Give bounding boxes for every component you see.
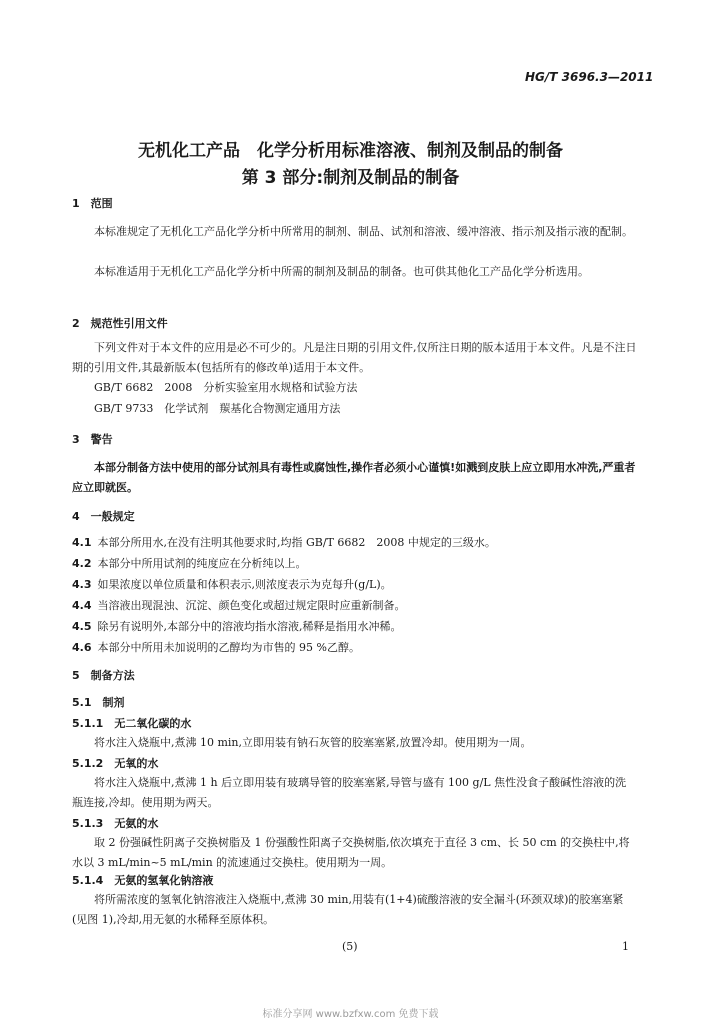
item-text: 当溶液出现混浊、沉淀、颜色变化或超过规定限时应重新制备。 bbox=[97, 599, 406, 612]
item-5-1-3-heading: 5.1.3 无氨的水 bbox=[72, 817, 159, 830]
item-number: 4.6 bbox=[72, 641, 92, 654]
section-5-heading: 5 制备方法 bbox=[72, 669, 135, 682]
item-text: 本部分中所用未加说明的乙醇均为市售的 95 %乙醇。 bbox=[97, 641, 360, 654]
warning-paragraph: 本部分制备方法中使用的部分试剂具有毒性或腐蚀性,操作者必须小心谨慎!如溅到皮肤上应立即用水冲洗,严重者应立即就医。 bbox=[72, 461, 636, 494]
item-text: 本部分所用水,在没有注明其他要求时,均指 GB/T 6682 2008 中规定的三级水。 bbox=[97, 536, 496, 549]
watermark-text: 标准分享网 www.bzfxw.com 免费下载 bbox=[262, 1009, 439, 1020]
subsection-5-1-heading: 5.1 制剂 bbox=[72, 696, 125, 709]
item-number: 4.5 bbox=[72, 620, 92, 633]
section-2-heading: 2 规范性引用文件 bbox=[72, 317, 168, 330]
section-1-paragraph-2: 本标准适用于无机化工产品化学分析中所需的制剂及制品的制备。也可供其他化工产品化学分析选用。 bbox=[94, 265, 589, 278]
item-5-1-4-heading: 5.1.4 无氨的氢氧化钠溶液 bbox=[72, 874, 214, 887]
item-5-1-2-heading: 5.1.2 无氧的水 bbox=[72, 757, 159, 770]
item-text: 本部分中所用试剂的纯度应在分析纯以上。 bbox=[97, 557, 307, 570]
item-5-1-1-heading: 5.1.1 无二氧化碳的水 bbox=[72, 717, 192, 730]
page-number-center: (5) bbox=[342, 940, 358, 953]
standard-code: HG/T 3696.3—2011 bbox=[525, 70, 654, 84]
item-5-1-4-text: 将所需浓度的氢氧化钠溶液注入烧瓶中,煮沸 30 min,用装有(1+4)硫酸溶液的安全漏斗(环颈双球)的胶塞塞紧(见图 1),冷却,用无氨的水稀释至原体积。 bbox=[72, 893, 624, 926]
item-5-1-2-text: 将水注入烧瓶中,煮沸 1 h 后立即用装有玻璃导管的胶塞塞紧,导管与盛有 100 g/L 焦性没食子酸碱性溶液的洗瓶连接,冷却。使用期为两天。 bbox=[72, 776, 627, 809]
reference-gb-t-9733: GB/T 9733 化学试剂 羰基化合物测定通用方法 bbox=[94, 402, 341, 415]
list-item-4-2 bbox=[72, 555, 307, 573]
item-text: 除另有说明外,本部分中的溶液均指水溶液,稀释是指用水冲稀。 bbox=[97, 620, 402, 633]
item-number: 4.2 bbox=[72, 557, 92, 570]
item-5-1-1-text: 将水注入烧瓶中,煮沸 10 min,立即用装有钠石灰管的胶塞塞紧,放置冷却。使用期为一周。 bbox=[94, 736, 532, 749]
list-item-4-4 bbox=[72, 597, 406, 615]
document-title-line1: 无机化工产品 化学分析用标准溶液、制剂及制品的制备 bbox=[138, 141, 563, 161]
item-text: 如果浓度以单位质量和体积表示,则浓度表示为克每升(g/L)。 bbox=[97, 578, 392, 591]
section-1-heading: 1 范围 bbox=[72, 197, 113, 210]
item-5-1-3-text: 取 2 份强碱性阴离子交换树脂及 1 份强酸性阳离子交换树脂,依次填充于直径 3 cm、长 50 cm 的交换柱中,将水以 3 mL/min~5 mL/min 的流速通过交换柱。使用期为一周。 bbox=[72, 836, 630, 869]
document-title-line2: 第 3 部分:制剂及制品的制备 bbox=[241, 168, 460, 188]
page-number-right: 1 bbox=[622, 940, 629, 953]
section-4-heading: 4 一般规定 bbox=[72, 510, 135, 523]
section-1-paragraph-1: 本标准规定了无机化工产品化学分析中所常用的制剂、制品、试剂和溶液、缓冲溶液、指示剂及指示液的配制。 bbox=[94, 225, 633, 238]
list-item-4-1 bbox=[72, 534, 496, 552]
list-item-4-6 bbox=[72, 639, 360, 657]
reference-gb-t-6682: GB/T 6682 2008 分析实验室用水规格和试验方法 bbox=[94, 381, 358, 394]
list-item-4-5 bbox=[72, 618, 402, 636]
item-number: 4.1 bbox=[72, 536, 92, 549]
item-number: 4.3 bbox=[72, 578, 92, 591]
section-3-heading: 3 警告 bbox=[72, 433, 113, 446]
section-2-paragraph-1: 下列文件对于本文件的应用是必不可少的。凡是注日期的引用文件,仅所注日期的版本适用于本文件。凡是不注日期的引用文件,其最新版本(包括所有的修改单)适用于本文件。 bbox=[72, 341, 637, 374]
item-number: 4.4 bbox=[72, 599, 92, 612]
list-item-4-3 bbox=[72, 576, 392, 594]
